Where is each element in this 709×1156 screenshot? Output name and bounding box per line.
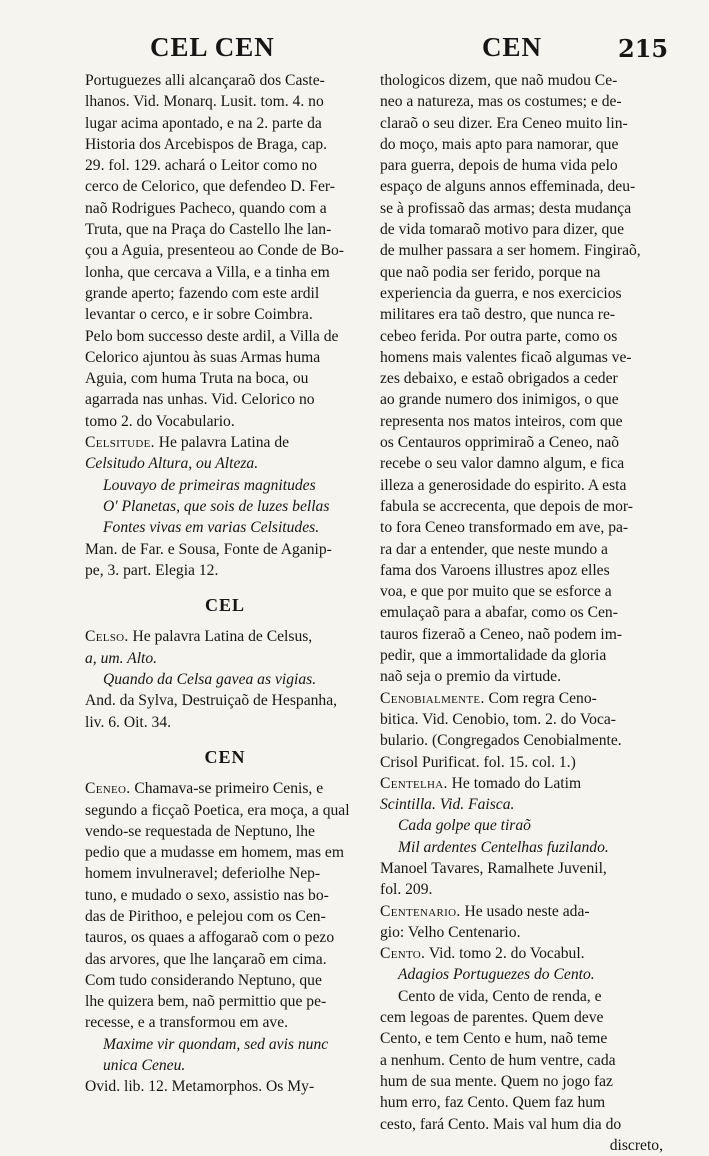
text-line: das arvores, que lhe lançaraõ em cima.: [85, 950, 327, 968]
entry-text: He palavra Latina de: [154, 434, 290, 452]
section-heading-cel: CEL: [204, 595, 245, 616]
text-line: Historia dos Arcebispos de Braga, cap.: [85, 135, 328, 153]
text-line: recesse, e a transformou em ave.: [85, 1014, 289, 1032]
entry-ceneo: [85, 778, 365, 1097]
citation-line: Man. de Far. e Sousa, Fonte de Aganip-: [85, 540, 332, 558]
page-number: 215: [618, 34, 669, 63]
verse-line: unica Ceneu.: [103, 1057, 186, 1075]
text-line: segundo a ficçaõ Poetica, era moça, a qual: [85, 801, 350, 819]
entry-first-line: [85, 432, 365, 453]
text-line: espaço de alguns annos effeminada, deu-: [380, 178, 636, 196]
verse-line: Mil ardentes Centelhas fuzilando.: [398, 838, 609, 856]
text-line: vendo-se requestada de Neptuno, lhe: [85, 822, 315, 840]
entry-first-line: [85, 778, 365, 799]
text-line: naõ seja o premio da virtude.: [380, 668, 562, 686]
text-line: experiencia da guerra, e nos exercicios: [380, 284, 622, 302]
text-line: hum erro, faz Cento. Quem faz hum: [380, 1094, 606, 1112]
text-line: de mulher passara a ser homem. Fingiraõ,: [380, 242, 641, 260]
text-line: levantar o cerco, e ir sobre Coimbra.: [85, 306, 313, 324]
citation-line: Ovid. lib. 12. Metamorphos. Os My-: [85, 1078, 315, 1096]
text-line: çou a Aguia, presenteou ao Conde de Bo-: [85, 242, 344, 260]
verse-line: Cada golpe que tiraõ: [398, 817, 531, 835]
entry-first-line: [380, 901, 663, 922]
text-line: pedir, que a immortalidade da gloria: [380, 647, 607, 665]
verse-line: O' Planetas, que sois de luzes bellas: [103, 497, 330, 515]
text-line: bulario. (Congregados Cenobialmente.: [380, 732, 622, 750]
entry-headword: Centenario.: [380, 902, 461, 920]
text-line: a, um. Alto.: [85, 649, 158, 667]
text-line: grande aperto; fazendo com este ardil: [85, 284, 320, 302]
text-line: ra dar a entender, que neste mundo a: [380, 540, 608, 558]
citation-line: fol. 209.: [380, 881, 433, 899]
entry-text: Vid. tomo 2. do Vocabul.: [425, 945, 585, 963]
text-line: thologicos dizem, que naõ mudou Ce-: [380, 72, 618, 89]
section-heading-cen: CEN: [204, 746, 246, 767]
text-line: se à profissaõ das armas; desta mudança: [380, 199, 632, 217]
text-line: cebeo ferida. Por outra parte, como os: [380, 327, 618, 345]
entry-text: He tomado do Latim: [447, 774, 582, 792]
intro-paragraph: [85, 70, 365, 432]
text-line: cem legoas de parentes. Quem deve: [380, 1009, 604, 1027]
entry-text: Com regra Ceno-: [484, 689, 597, 707]
text-line: tomo 2. do Vocabulario.: [85, 412, 235, 430]
text-line: fabula se accrecenta, que depois de mor-: [380, 497, 633, 515]
text-line: bitica. Vid. Cenobio, tom. 2. do Voca-: [380, 710, 616, 728]
verse-line: Maxime vir quondam, sed avis nunc: [103, 1035, 329, 1053]
text-line: illeza a generosidade do espirito. A esta: [380, 476, 627, 494]
text-line: cerco de Celorico, que defendeo D. Fer-: [85, 178, 335, 196]
text-line: cesto, fará Cento. Mais val hum dia do: [380, 1115, 622, 1133]
text-line: Celsitudo Altura, ou Alteza.: [85, 455, 259, 473]
entry-cento: [380, 943, 663, 1156]
text-line: voa, e que por muito que se esforce a: [380, 583, 612, 601]
text-line: Scintilla. Vid. Faisca.: [380, 796, 515, 814]
text-line: pedio que a mudasse em homem, mas em: [85, 844, 344, 862]
text-line: Cento, e tem Cento e hum, naõ teme: [380, 1030, 608, 1048]
page-header: [0, 32, 709, 72]
text-line: lhe quizera bem, naõ permittio que pe-: [85, 993, 327, 1011]
running-head-left: CEL CEN: [150, 32, 275, 62]
entry-celso: [85, 626, 365, 732]
citation-line: And. da Sylva, Destruiçaõ de Hespanha,: [85, 692, 338, 710]
entry-centelha: [380, 773, 663, 901]
text-line: de vida tomaraõ motivo para dizer, que: [380, 221, 625, 239]
entry-headword: Cenobialmente.: [380, 689, 485, 707]
entry-headword: Ceneo.: [85, 780, 131, 798]
entry-headword: Cento.: [380, 945, 426, 963]
text-line: a nenhum. Cento de hum ventre, cada: [380, 1051, 616, 1069]
citation-line: Manoel Tavares, Ramalhete Juvenil,: [380, 859, 607, 877]
text-line: claraõ o seu dizer. Era Ceneo muito lin-: [380, 114, 628, 132]
text-line: para guerra, depois de huma vida pelo: [380, 157, 618, 175]
entry-first-line: [380, 773, 663, 794]
text-line: fama dos Varoens illustres apoz elles: [380, 561, 610, 579]
entry-celsitude: [85, 432, 365, 581]
entry-text: He palavra Latina de Celsus,: [128, 628, 313, 646]
text-line: lhanos. Vid. Monarq. Lusit. tom. 4. no: [85, 93, 324, 111]
running-head-right: CEN: [482, 32, 543, 62]
text-line: emulaçaõ para a abafar, como os Cen-: [380, 604, 618, 622]
verse-line: Fontes vivas em varias Celsitudes.: [103, 519, 320, 537]
entry-headword: Celsitude.: [85, 434, 155, 452]
text-line: Celorico ajuntou às suas Armas huma: [85, 348, 321, 366]
text-line: Aguia, com huma Truta na boca, ou: [85, 370, 309, 388]
citation-line: liv. 6. Oit. 34.: [85, 713, 172, 731]
text-line: tauros fizeraõ a Ceneo, naõ podem im-: [380, 625, 623, 643]
text-line: Portuguezes alli alcançaraõ dos Caste-: [85, 72, 325, 89]
text-line: tauros, os quaes a affogaraõ com o pezo: [85, 929, 335, 947]
entry-first-line: [85, 626, 365, 647]
text-line: agarrada nas unhas. Vid. Celorico no: [85, 391, 315, 409]
ceneo-continuation: [380, 70, 663, 688]
text-line: naõ Rodrigues Pacheco, quando com a: [85, 199, 327, 217]
text-line: do moço, mais apto para namorar, que: [380, 135, 619, 153]
text-line: Pelo bom successo deste ardil, a Villa de: [85, 327, 339, 345]
entry-centenario: [380, 901, 663, 944]
text-line: gio: Velho Centenario.: [380, 923, 521, 941]
text-line: os Centauros opprimiraõ a Ceneo, naõ: [380, 434, 620, 452]
entry-text: Chamava-se primeiro Cenis, e: [130, 780, 324, 798]
text-line: militares era taõ destro, que nunca re-: [380, 306, 616, 324]
text-line: Cento de vida, Cento de renda, e: [398, 987, 602, 1005]
verse-line: Louvayo de primeiras magnitudes: [103, 476, 316, 494]
entry-first-line: [380, 943, 663, 964]
citation-line: pe, 3. part. Elegia 12.: [85, 561, 219, 579]
text-line: representa nos matos inteiros, com que: [380, 412, 623, 430]
text-line: que naõ podia ser ferido, porque na: [380, 263, 601, 281]
text-line: ao grande numero dos inimigos, o que: [380, 391, 619, 409]
text-line: 29. fol. 129. achará o Leitor como no: [85, 157, 318, 175]
right-column: [380, 70, 663, 1156]
text-line: lugar acima apontado, e na 2. parte da: [85, 114, 322, 132]
entry-headword: Centelha.: [380, 774, 448, 792]
text-line: hum de sua mente. Quem no jogo faz: [380, 1072, 613, 1090]
text-line: das de Pirithoo, e pelejou com os Cen-: [85, 907, 326, 925]
entry-cenobialmente: [380, 688, 663, 773]
text-line: Com tudo considerando Neptuno, que: [85, 971, 322, 989]
catchword: discreto,: [609, 1136, 663, 1154]
text-line: homem invulneravel; deferiolhe Nep-: [85, 865, 321, 883]
entry-headword: Celso.: [85, 628, 129, 646]
text-line: recebe o seu valor damno algum, e fica: [380, 455, 625, 473]
text-line: homens mais valentes ficaõ algumas ve-: [380, 348, 632, 366]
text-line: lonha, que cercava a Villa, e a tinha em: [85, 263, 330, 281]
text-line: to fora Ceneo transformado em ave, pa-: [380, 519, 629, 537]
entry-first-line: [380, 688, 663, 709]
text-line: neo a natureza, mas os costumes; e de-: [380, 93, 622, 111]
text-line: zes debaixo, e estaõ obrigados a ceder: [380, 370, 618, 388]
left-column: [85, 70, 365, 1098]
text-line: Truta, que na Praça do Castello lhe lan-: [85, 221, 332, 239]
entry-text: He usado neste ada-: [460, 902, 590, 920]
adagios-title: Adagios Portuguezes do Cento.: [398, 966, 595, 984]
text-line: Crisol Purificat. fol. 15. col. 1.): [380, 753, 576, 771]
verse-line: Quando da Celsa gavea as vigias.: [103, 671, 317, 689]
text-line: tuno, e mudado o sexo, assistio nas bo-: [85, 886, 329, 904]
